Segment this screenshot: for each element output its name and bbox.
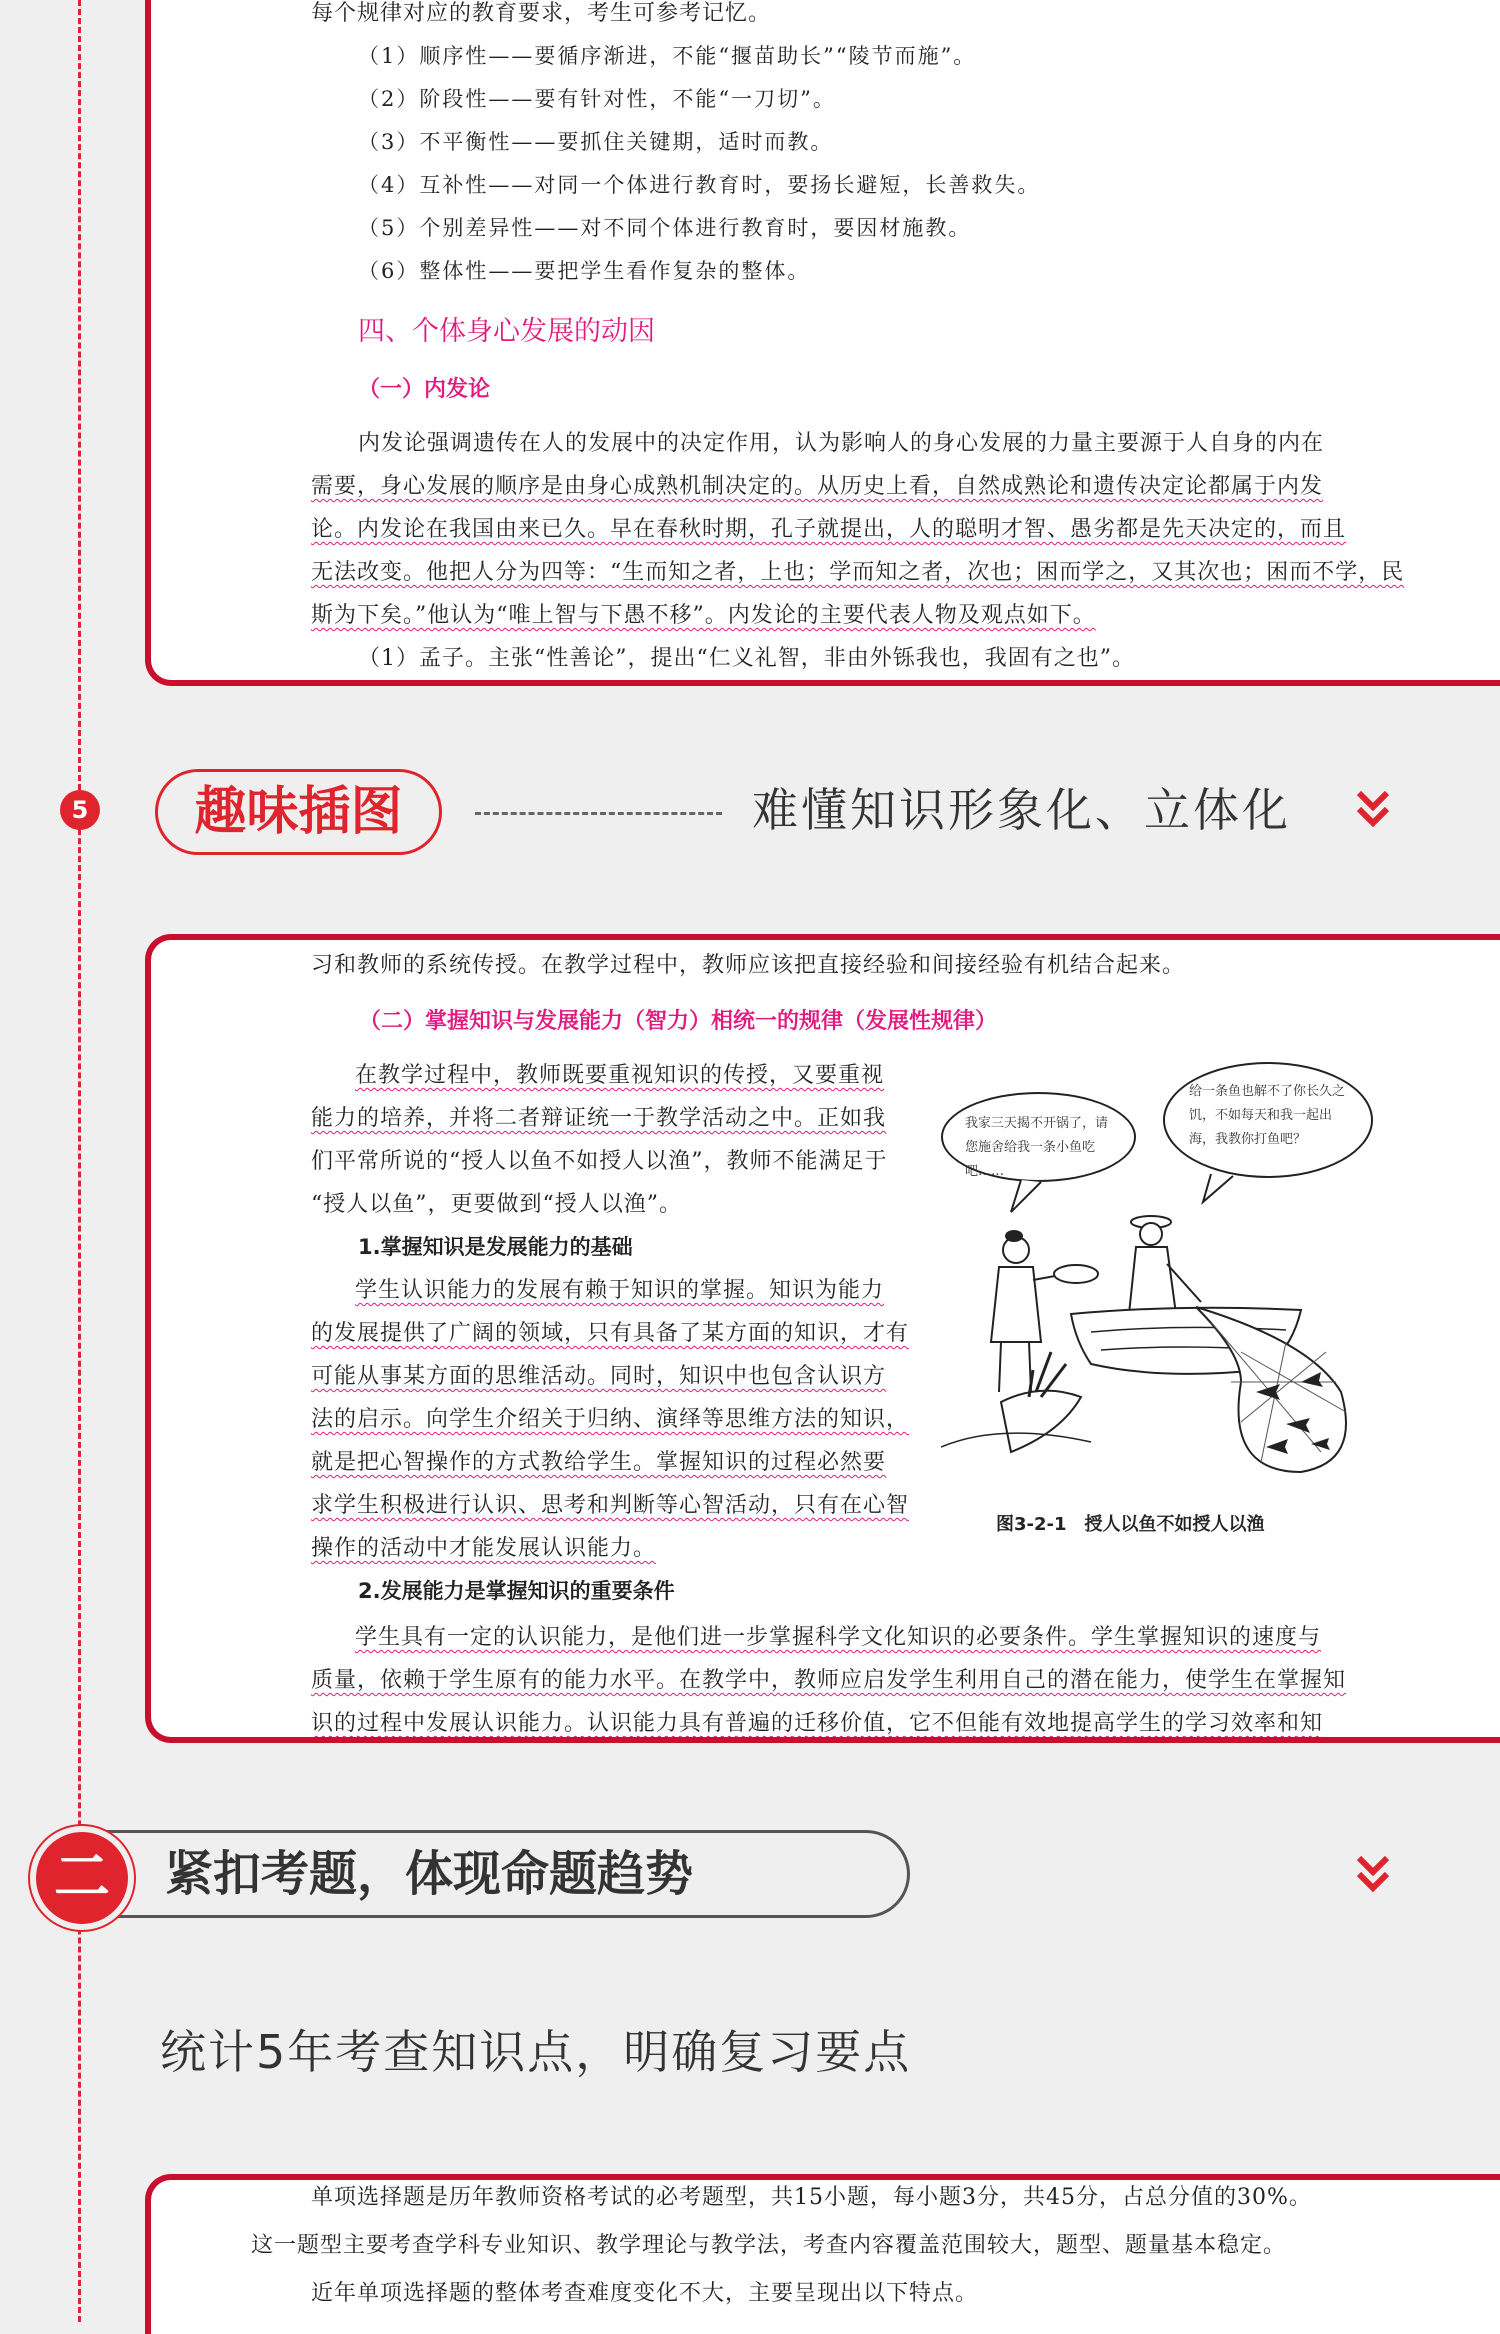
paragraph-line: 内发论强调遗传在人的发展中的决定作用，认为影响人的身心发展的力量主要源于人自身的内在 — [358, 431, 1325, 456]
paragraph-line: 学生认识能力的发展有赖于知识的掌握。知识为能力 — [355, 1278, 885, 1303]
paragraph-line: 单项选择题是历年教师资格考试的必考题型，共15小题，每小题3分，共45分，占总分值的30%。 — [311, 2185, 1312, 2210]
section-number-mark: 二 — [54, 1845, 110, 1910]
paragraph-line: 学生具有一定的认识能力，是他们进一步掌握科学文化知识的必要条件。学生掌握知识的速度与 — [355, 1625, 1322, 1650]
list-item: （2）阶段性——要有针对性，不能“一刀切”。 — [358, 87, 836, 111]
paragraph-line: 求学生积极进行认识、思考和判断等心智活动，只有在心智 — [311, 1493, 910, 1518]
paragraph-line: 识的过程中发展认识能力。认识能力具有普遍的迁移价值，它不但能有效地提高学生的学习效率和知 — [311, 1711, 1324, 1736]
list-item: （6）整体性——要把学生看作复杂的整体。 — [358, 259, 811, 283]
double-chevron-down-icon — [1355, 785, 1391, 833]
section-title-banner: 紧扣考题，体现命题趋势 — [100, 1830, 910, 1918]
subsection-heading: （二）掌握知识与发展能力（智力）相统一的规律（发展性规律） — [359, 1009, 998, 1034]
paragraph-line: 论。内发论在我国由来已久。早在春秋时期，孔子就提出，人的聪明才智、愚劣都是先天决定的，而且 — [311, 517, 1347, 542]
section-subtitle: 统计5年考查知识点，明确复习要点 — [160, 2025, 912, 2079]
paragraph-line: 质量，依赖于学生原有的能力水平。在教学中，教师应启发学生利用自己的潜在能力，使学生在掌握知 — [311, 1668, 1347, 1693]
numbered-subheading: 1.掌握知识是发展能力的基础 — [358, 1235, 633, 1259]
fishermen-drawing — [941, 1052, 1500, 1492]
subsection-heading: （一）内发论 — [358, 377, 491, 402]
double-chevron-down-icon — [1355, 1850, 1391, 1898]
section-tagline: 难懂知识形象化、立体化 — [752, 783, 1291, 837]
paragraph-line: 法的启示。向学生介绍关于归纳、演绎等思维方法的知识， — [311, 1407, 910, 1432]
paragraph-line: 无法改变。他把人分为四等：“生而知之者，上也；学而知之者，次也；困而学之，又其次也；困而不学，民 — [311, 560, 1405, 585]
speech-bubble-text: 给一条鱼也解不了你长久之饥，不如每天和我一起出海，我教你打鱼吧？ — [1189, 1084, 1346, 1147]
excerpt-card-teaching-laws — [145, 934, 1500, 1743]
card2-first-line: 习和教师的系统传授。在教学过程中，教师应该把直接经验和间接经验有机结合起来。 — [311, 953, 1186, 978]
paragraph-line-cut: （1）孟子。主张“性善论”，提出“仁义礼智，非由外铄我也，我固有之也”。 — [358, 646, 1135, 671]
paragraph-line: 近年单项选择题的整体考查难度变化不大，主要呈现出以下特点。 — [311, 2281, 979, 2306]
timeline-dashed-line — [78, 0, 81, 2322]
numbered-subheading: 2.发展能力是掌握知识的重要条件 — [358, 1579, 675, 1603]
paragraph-line: 在教学过程中，教师既要重视知识的传授，又要重视 — [355, 1063, 885, 1088]
fishing-illustration — [941, 1052, 1500, 1492]
text-full-width — [311, 1616, 1500, 1743]
section-title-pill: 趣味插图 — [155, 769, 442, 855]
paragraph-line: 就是把心智操作的方式教给学生。掌握知识的过程必然要 — [311, 1450, 887, 1475]
paragraph-line: 们平常所说的“授人以鱼不如授人以渔”，教师不能满足于 — [311, 1149, 888, 1174]
paragraph-line: 斯为下矣。”他认为“唯上智与下愚不移”。内发论的主要代表人物及观点如下。 — [311, 603, 1096, 628]
card1-intro: 每个规律对应的教育要求，考生可参考记忆。 — [311, 1, 772, 26]
section-heading: 四、个体身心发展的动因 — [358, 316, 655, 347]
paragraph-line: 这一题型主要考查学科专业知识、教学理论与教学法，考查内容覆盖范围较大，题型、题量基本稳定。 — [251, 2233, 1287, 2258]
paragraph-line: 可能从事某方面的思维活动。同时，知识中也包含认识方 — [311, 1364, 887, 1389]
list-item: （3）不平衡性——要抓住关键期，适时而教。 — [358, 130, 834, 154]
speech-bubble-text: 我家三天揭不开锅了，请您施舍给我一条小鱼吃吧…… — [965, 1116, 1109, 1179]
list-item: （4）互补性——对同一个体进行教育时，要扬长避短，长善救失。 — [358, 173, 1041, 197]
excerpt-card-choice-questions — [145, 2174, 1500, 2334]
paragraph-line: 能力的培养，并将二者辩证统一于教学活动之中。正如我 — [311, 1106, 887, 1131]
excerpt-card-development-laws — [145, 0, 1500, 686]
paragraph-line: “授人以鱼”，更要做到“授人以渔”。 — [311, 1192, 682, 1217]
paragraph-line: 的发展提供了广阔的领域，只有具备了某方面的知识，才有 — [311, 1321, 910, 1346]
list-item: （5）个别差异性——对不同个体进行教育时，要因材施教。 — [358, 216, 972, 240]
paragraph-internal-theory — [311, 422, 1500, 680]
list-item: （1）顺序性——要循序渐进，不能“揠苗助长”“陵节而施”。 — [358, 44, 977, 68]
paragraph-line: 操作的活动中才能发展认识能力。 — [311, 1536, 657, 1561]
figure-caption: 图3-2-1 授人以鱼不如授人以渔 — [996, 1514, 1265, 1535]
section-number-badge: 5 — [60, 790, 100, 830]
section-number-circle — [30, 1826, 134, 1930]
dashed-connector — [475, 812, 722, 815]
paragraph-line: 需要，身心发展的顺序是由身心成熟机制决定的。从历史上看，自然成熟论和遗传决定论都属于内发 — [311, 474, 1324, 499]
